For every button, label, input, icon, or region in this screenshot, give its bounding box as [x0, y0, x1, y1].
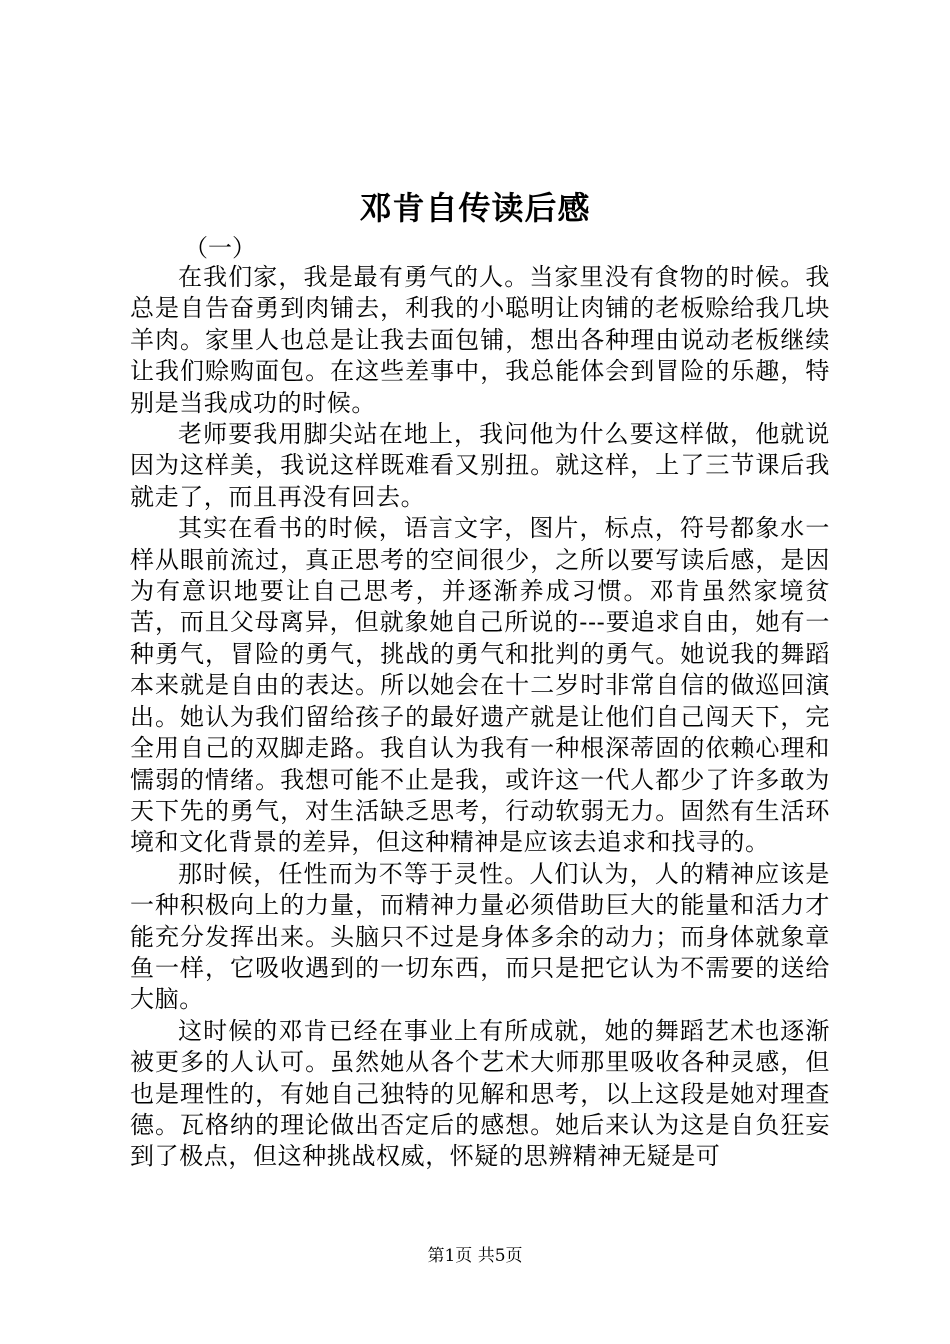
paragraph: 在我们家，我是最有勇气的人。当家里没有食物的时候。我总是自告奋勇到肉铺去，利我的小聪明让肉铺的老板赊给我几块羊肉。家里人也总是让我去面包铺，想出各种理由说动老板继续让我们赊购面包。在这些差事中，我总能体会到冒险的乐趣，特别是当我成功的时候。 — [130, 263, 830, 417]
page-footer: 第1页 共5页 — [427, 1246, 523, 1266]
paragraph: 这时候的邓肯已经在事业上有所成就，她的舞蹈艺术也逐渐被更多的人认可。虽然她从各个艺术大师那里吸收各种灵感，但也是理性的，有她自己独特的见解和思考，以上这段是她对理查德。瓦格纳的理论做出否定后的感想。她后来认为这是自负狂妄到了极点，但这种挑战权威，怀疑的思辨精神无疑是可 — [130, 1016, 830, 1171]
paragraph: 老师要我用脚尖站在地上，我问他为什么要这样做，他就说因为这样美，我说这样既难看又别扭。就这样，上了三节课后我就走了，而且再没有回去。 — [130, 420, 830, 511]
section-label: （一） — [184, 234, 256, 262]
paragraph: 那时候，任性而为不等于灵性。人们认为，人的精神应该是一种积极向上的力量，而精神力量必须借助巨大的能量和活力才能充分发挥出来。头脑只不过是身体多余的动力；而身体就象章鱼一样，它吸收遇到的一切东西，而只是把它认为不需要的送给大脑。 — [130, 859, 830, 1014]
document-body — [130, 262, 830, 1173]
paragraph: 其实在看书的时候，语言文字，图片，标点，符号都象水一样从眼前流过，真正思考的空间很少，之所以要写读后感，是因为有意识地要让自己思考，并逐渐养成习惯。邓肯虽然家境贫苦，而且父母离异，但就象她自己所说的---要追求自由，她有一种勇气，冒险的勇气，挑战的勇气和批判的勇气。她说我的舞蹈本来就是自由的表达。所以她会在十二岁时非常自信的做巡回演出。她认为我们留给孩子的最好遗产就是让他们自己闯天下，完全用自己的双脚走路。我自认为我有一种根深蒂固的依赖心理和懦弱的情绪。我想可能不止是我，或许这一代人都少了许多敢为天下先的勇气，对生活缺乏思考，行动软弱无力。固然有生活环境和文化背景的差异，但这种精神是应该去追求和找寻的。 — [130, 514, 830, 857]
document-title: 邓肯自传读后感 — [359, 189, 591, 227]
